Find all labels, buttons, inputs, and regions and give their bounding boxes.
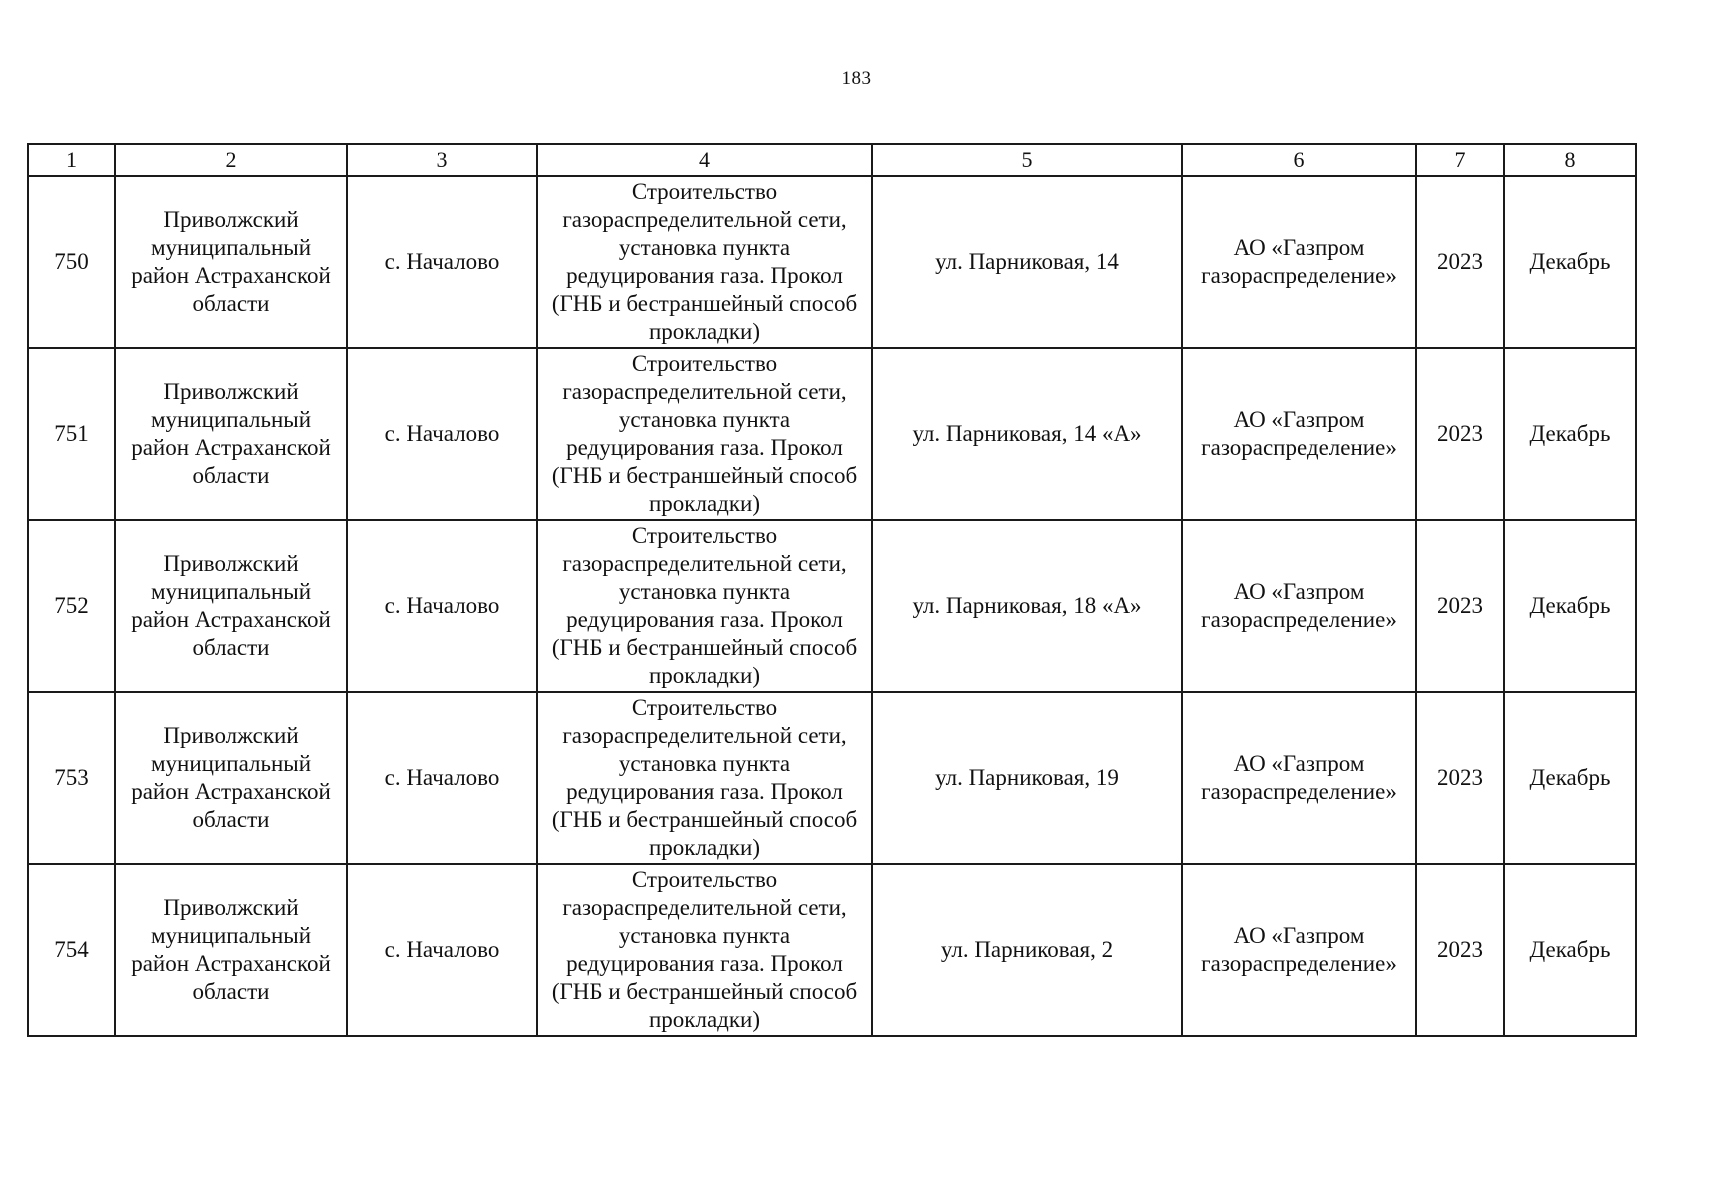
row-number-cell: 754 — [28, 864, 115, 1036]
table-row — [28, 692, 1636, 864]
row-number-cell: 752 — [28, 520, 115, 692]
address-cell: ул. Парниковая, 14 — [872, 176, 1182, 348]
work-description-cell: Строительство газораспределительной сети, установка пункта редуцирования газа. Прокол (ГНБ и бестраншейный способ прокладки) — [537, 176, 872, 348]
district-cell: Приволжский муниципальный район Астраханской области — [115, 692, 347, 864]
month-cell: Декабрь — [1504, 176, 1636, 348]
settlement-cell: с. Началово — [347, 176, 537, 348]
month-cell: Декабрь — [1504, 520, 1636, 692]
column-header-4: 4 — [537, 144, 872, 176]
column-header-2: 2 — [115, 144, 347, 176]
row-number-cell: 750 — [28, 176, 115, 348]
district-cell: Приволжский муниципальный район Астраханской области — [115, 348, 347, 520]
district-cell: Приволжский муниципальный район Астраханской области — [115, 864, 347, 1036]
row-number-cell: 751 — [28, 348, 115, 520]
page-number: 183 — [841, 68, 872, 89]
table-header-row — [28, 144, 1636, 176]
settlement-cell: с. Началово — [347, 692, 537, 864]
month-cell: Декабрь — [1504, 692, 1636, 864]
column-header-6: 6 — [1182, 144, 1416, 176]
gas-works-table — [27, 143, 1637, 1037]
row-number-cell: 753 — [28, 692, 115, 864]
year-cell: 2023 — [1416, 176, 1504, 348]
district-cell: Приволжский муниципальный район Астраханской области — [115, 520, 347, 692]
organization-cell: АО «Газпром газораспределение» — [1182, 520, 1416, 692]
year-cell: 2023 — [1416, 348, 1504, 520]
organization-cell: АО «Газпром газораспределение» — [1182, 692, 1416, 864]
address-cell: ул. Парниковая, 18 «А» — [872, 520, 1182, 692]
organization-cell: АО «Газпром газораспределение» — [1182, 176, 1416, 348]
month-cell: Декабрь — [1504, 864, 1636, 1036]
column-header-5: 5 — [872, 144, 1182, 176]
table-row — [28, 864, 1636, 1036]
month-cell: Декабрь — [1504, 348, 1636, 520]
table-row — [28, 348, 1636, 520]
settlement-cell: с. Началово — [347, 348, 537, 520]
settlement-cell: с. Началово — [347, 520, 537, 692]
address-cell: ул. Парниковая, 14 «А» — [872, 348, 1182, 520]
organization-cell: АО «Газпром газораспределение» — [1182, 864, 1416, 1036]
work-description-cell: Строительство газораспределительной сети, установка пункта редуцирования газа. Прокол (ГНБ и бестраншейный способ прокладки) — [537, 692, 872, 864]
settlement-cell: с. Началово — [347, 864, 537, 1036]
column-header-8: 8 — [1504, 144, 1636, 176]
column-header-3: 3 — [347, 144, 537, 176]
work-description-cell: Строительство газораспределительной сети, установка пункта редуцирования газа. Прокол (ГНБ и бестраншейный способ прокладки) — [537, 348, 872, 520]
organization-cell: АО «Газпром газораспределение» — [1182, 348, 1416, 520]
column-header-7: 7 — [1416, 144, 1504, 176]
column-header-1: 1 — [28, 144, 115, 176]
year-cell: 2023 — [1416, 692, 1504, 864]
district-cell: Приволжский муниципальный район Астраханской области — [115, 176, 347, 348]
table-row — [28, 176, 1636, 348]
work-description-cell: Строительство газораспределительной сети, установка пункта редуцирования газа. Прокол (ГНБ и бестраншейный способ прокладки) — [537, 864, 872, 1036]
address-cell: ул. Парниковая, 2 — [872, 864, 1182, 1036]
year-cell: 2023 — [1416, 864, 1504, 1036]
work-description-cell: Строительство газораспределительной сети, установка пункта редуцирования газа. Прокол (ГНБ и бестраншейный способ прокладки) — [537, 520, 872, 692]
year-cell: 2023 — [1416, 520, 1504, 692]
table-row — [28, 520, 1636, 692]
address-cell: ул. Парниковая, 19 — [872, 692, 1182, 864]
